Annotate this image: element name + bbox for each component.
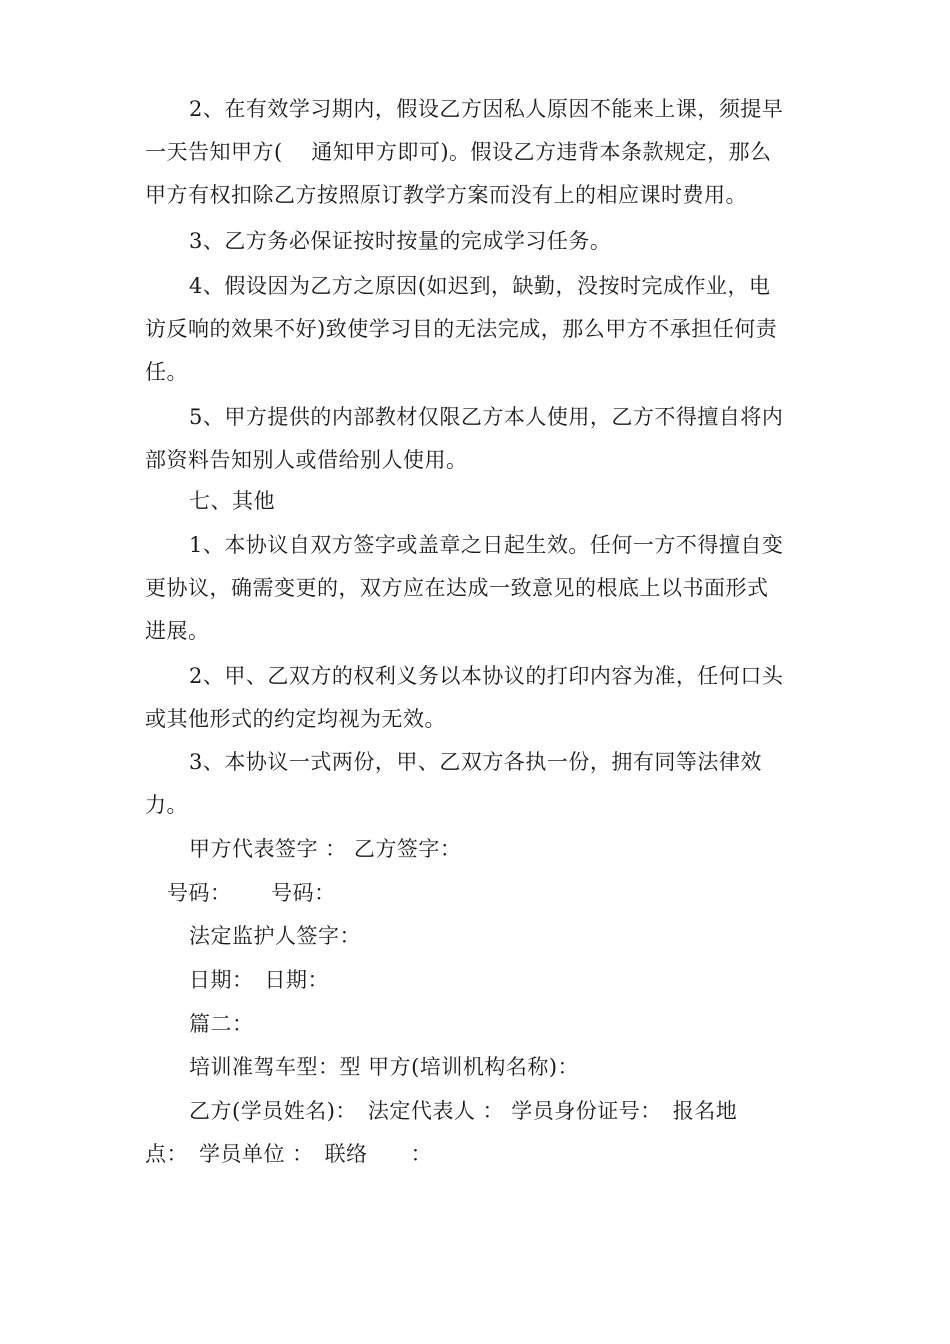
number-line	[145, 872, 805, 915]
text-line: 乙方(学员姓名)： 法定代表人 ： 学员身份证号： 报名地	[189, 1099, 738, 1123]
section-heading-other	[145, 480, 805, 523]
text-line: 甲方代表签字 ： 乙方签字：	[189, 837, 462, 861]
text-line: 或其他形式的约定均视为无效。	[145, 707, 446, 731]
text-line: 进展。	[145, 619, 210, 643]
paragraph-liability	[145, 265, 805, 394]
text-line: 法定监护人签字：	[189, 924, 361, 948]
text-line: 七、其他	[189, 489, 275, 513]
text-line: 2、在有效学习期内，假设乙方因私人原因不能来上课，须提早	[189, 97, 784, 121]
text-line: 2、甲、乙双方的权利义务以本协议的打印内容为准，任何口头	[189, 664, 784, 688]
section-heading-part-two	[145, 1003, 805, 1046]
text-line: 点： 学员单位 ： 联络 ：	[145, 1142, 433, 1166]
student-info-paragraph	[145, 1090, 805, 1176]
text-line: 甲方有权扣除乙方按照原订教学方案而没有上的相应课时费用。	[145, 183, 747, 207]
text-line: 1、本协议自双方签字或盖章之日起生效。任何一方不得擅自变	[189, 533, 784, 557]
paragraph-rights	[145, 655, 805, 741]
text-line: 5、甲方提供的内部教材仅限乙方本人使用，乙方不得擅自将内	[189, 405, 784, 429]
text-line: 日期： 日期：	[189, 968, 329, 992]
text-line: 更协议，确需变更的，双方应在达成一致意见的根底上以书面形式	[145, 576, 769, 600]
paragraph-effective	[145, 524, 805, 653]
date-line	[145, 959, 805, 1002]
paragraph-absence-notice	[145, 88, 805, 217]
text-line: 访反响的效果不好)致使学习目的无法完成，那么甲方不承担任何责	[145, 317, 778, 341]
text-line: 任。	[145, 360, 188, 384]
paragraph-copies	[145, 741, 805, 827]
text-line: 3、乙方务必保证按时按量的完成学习任务。	[189, 229, 612, 253]
paragraph-learning-task	[145, 220, 805, 263]
vehicle-type-line	[145, 1046, 805, 1089]
text-line: 4、假设因为乙方之原因(如迟到，缺勤，没按时完成作业，电	[189, 274, 771, 298]
text-line: 3、本协议一式两份，甲、乙双方各执一份，拥有同等法律效	[189, 750, 762, 774]
text-line: 一天告知甲方( 通知甲方即可)。假设乙方违背本条款规定，那么	[145, 140, 772, 164]
guardian-signature-line	[145, 915, 805, 958]
signature-line	[145, 828, 805, 871]
text-line: 号码： 号码：	[167, 881, 336, 905]
text-line: 力。	[145, 793, 188, 817]
text-line: 篇二：	[189, 1012, 254, 1036]
paragraph-materials	[145, 396, 805, 482]
text-line: 培训准驾车型：型 甲方(培训机构名称)：	[189, 1055, 580, 1079]
text-line: 部资料告知别人或借给别人使用。	[145, 448, 468, 472]
